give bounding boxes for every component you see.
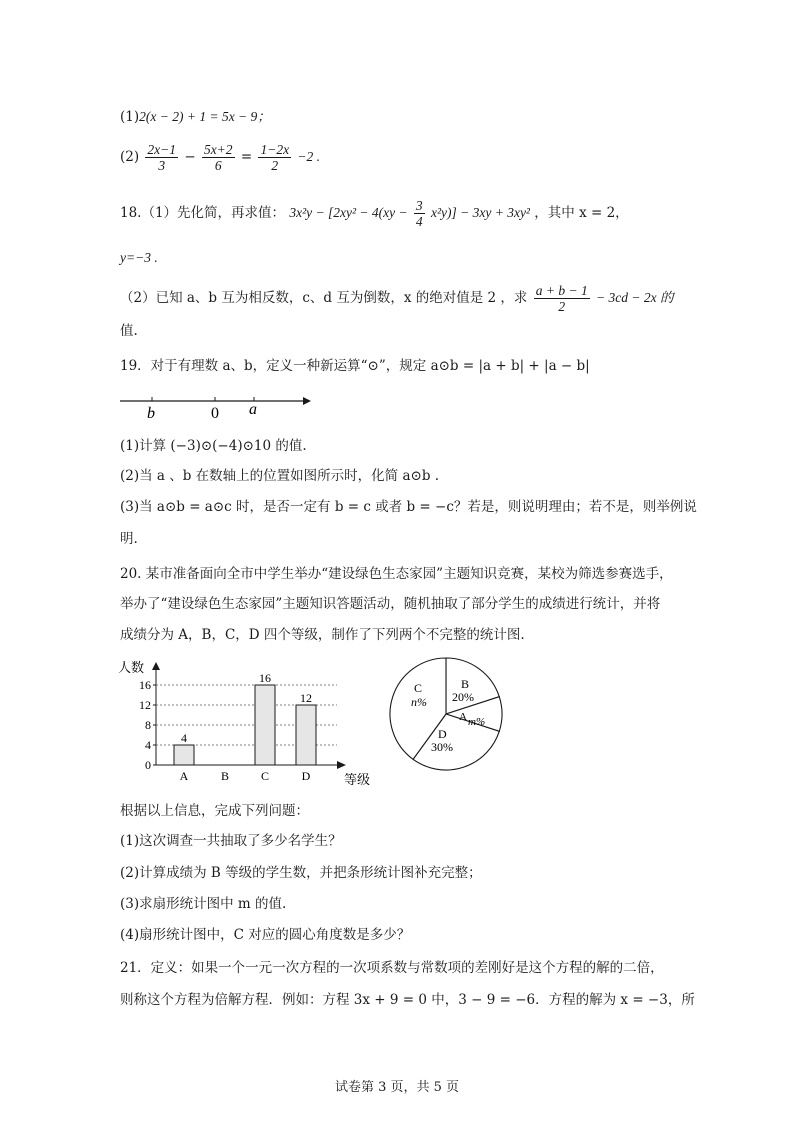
y-tick-label: 4 (145, 738, 151, 752)
pie-label-c: C (414, 681, 423, 695)
bar-chart (115, 658, 380, 790)
q18-part1-label: 18.（1）先化简，再求值： (120, 205, 286, 221)
q20-sub3: (3)求扇形统计图中 m 的值. (120, 896, 287, 912)
q19-sub3-line1: (3)当 a⊙b = a⊙c 时，是否一定有 b = c 或者 b = −c？若是，则说明理由；若不是，则举例说 (120, 499, 697, 515)
y-tick-label: 8 (145, 718, 151, 732)
bar-c (255, 685, 275, 765)
q20-line2: 举办了“建设绿色生态家园”主题知识答题活动，随机抽取了部分学生的成绩进行统计，并将 (120, 596, 661, 612)
q18-part2 (120, 283, 673, 314)
label-b: b (147, 405, 155, 422)
q17-eq1-label: (1) (120, 109, 140, 125)
bar-data-label-d: 12 (300, 691, 312, 705)
pie-label-b: B (461, 677, 470, 691)
q18-frac (414, 198, 425, 229)
q17-eq2-frac2 (202, 142, 235, 173)
q18-part2-end: 值. (120, 323, 138, 339)
x-tick-label-a: A (179, 769, 189, 783)
q17-eq2-frac3 (258, 142, 291, 173)
q20-sub2: (2)计算成绩为 B 等级的学生数，并把条形统计图补充完整； (120, 865, 482, 881)
q19-sub3-line2: 明. (120, 531, 138, 547)
pie-value-b: 20% (452, 690, 474, 704)
pie-value-d: 30% (431, 740, 453, 754)
frac-numerator: 3 (415, 198, 423, 213)
bar-data-label-c: 16 (259, 671, 271, 685)
bar-d (296, 705, 316, 765)
q20-sub1: (1)这次调查一共抽取了多少名学生？ (120, 833, 342, 849)
q18-part2-frac (534, 283, 590, 314)
pie-chart (386, 654, 506, 774)
frac-denominator: 2 (271, 158, 279, 173)
number-line-arrow-icon (303, 397, 311, 405)
pie-value-a: m% (468, 716, 486, 728)
q20-sub4: (4)扇形统计图中，C 对应的圆心角度数是多少？ (120, 927, 411, 943)
frac-numerator: 5x+2 (203, 142, 233, 157)
frac-denominator: 4 (415, 214, 423, 229)
pie-value-c: n% (411, 695, 427, 709)
label-zero: 0 (211, 405, 219, 422)
q20-line3: 成绩分为 A，B，C，D 四个等级，制作了下列两个不完整的统计图. (120, 627, 525, 643)
frac-denominator: 3 (158, 158, 166, 173)
frac-numerator: 2x−1 (147, 142, 177, 157)
q17-eq2 (120, 142, 320, 173)
y-tick-label: 0 (145, 758, 151, 772)
x-tick-label-b: B (220, 769, 230, 783)
y-tick-label: 12 (139, 698, 151, 712)
q17-eq2-label: (2) (120, 149, 140, 165)
x-tick-label-d: D (301, 769, 311, 783)
x-tick-label-c: C (260, 769, 270, 783)
q19-sub1: (1)计算 (−3)⊙(−4)⊙10 的值. (120, 438, 307, 454)
q21-line1: 21．定义：如果一个一元一次方程的一次项系数与常数项的差刚好是这个方程的解的二倍， (120, 960, 664, 976)
q20-line1: 20. 某市准备面向全市中学生举办“建设绿色生态家园”主题知识竞赛，某校为筛选参赛选手， (120, 566, 673, 582)
q19-sub2: (2)当 a 、b 在数轴上的位置如图所示时，化简 a⊙b . (120, 468, 440, 484)
q18-part2-tail: − 3cd − 2x 的 (596, 290, 674, 305)
number-line (115, 389, 315, 423)
frac-numerator: 1−2x (260, 142, 290, 157)
q19-intro: 19．对于有理数 a、b，定义一种新运算“⊙”，规定 a⊙b = |a + b| + |a − b| (120, 358, 590, 374)
bar-chart-ylabel: 人数 (118, 660, 145, 675)
label-a: a (249, 401, 257, 418)
y-tick-label: 16 (139, 678, 151, 692)
q17-eq1-expr: 2(x − 2) + 1 = 5x − 9； (139, 109, 271, 124)
page-footer: 试卷第 3 页，共 5 页 (334, 1080, 460, 1095)
q18-part2-text: （2）已知 a、b 互为相反数，c、d 互为倒数，x 的绝对值是 2 ，求 (120, 290, 528, 306)
bar-a (174, 745, 194, 765)
pie-label-d: D (438, 727, 447, 741)
q18-condition: ，其中 x = 2， (534, 205, 629, 221)
q21-line2: 则称这个方程为倍解方程．例如：方程 3x + 9 = 0 中，3 − 9 = −6．方程的解为 x = −3，所 (120, 992, 695, 1008)
pie-label-a: A (459, 711, 467, 723)
bar-data-label-a: 4 (181, 731, 187, 745)
q20-after: 根据以上信息，完成下列问题： (120, 803, 309, 819)
frac-denominator: 6 (214, 158, 222, 173)
q17-eq2-frac1 (145, 142, 178, 173)
q17-eq2-op: − (184, 149, 196, 165)
q17-eq2-tail: −2 . (297, 149, 320, 164)
q18-expr-a: 3x²y − [2xy² − 4(xy − (289, 205, 408, 220)
q18-part1 (120, 198, 629, 229)
frac-numerator: a + b − 1 (535, 283, 588, 298)
y-axis-arrow-icon (152, 662, 160, 670)
q17-eq2-equals: = (240, 149, 253, 165)
frac-denominator: 2 (558, 299, 566, 314)
q18-condition-y: y=−3 . (120, 250, 158, 265)
q17-eq1 (120, 108, 271, 126)
x-axis-arrow-icon (337, 761, 346, 769)
q18-expr-b: x²y)] − 3xy + 3xy² (430, 205, 530, 220)
bar-chart-xlabel: 等级 (344, 772, 371, 787)
